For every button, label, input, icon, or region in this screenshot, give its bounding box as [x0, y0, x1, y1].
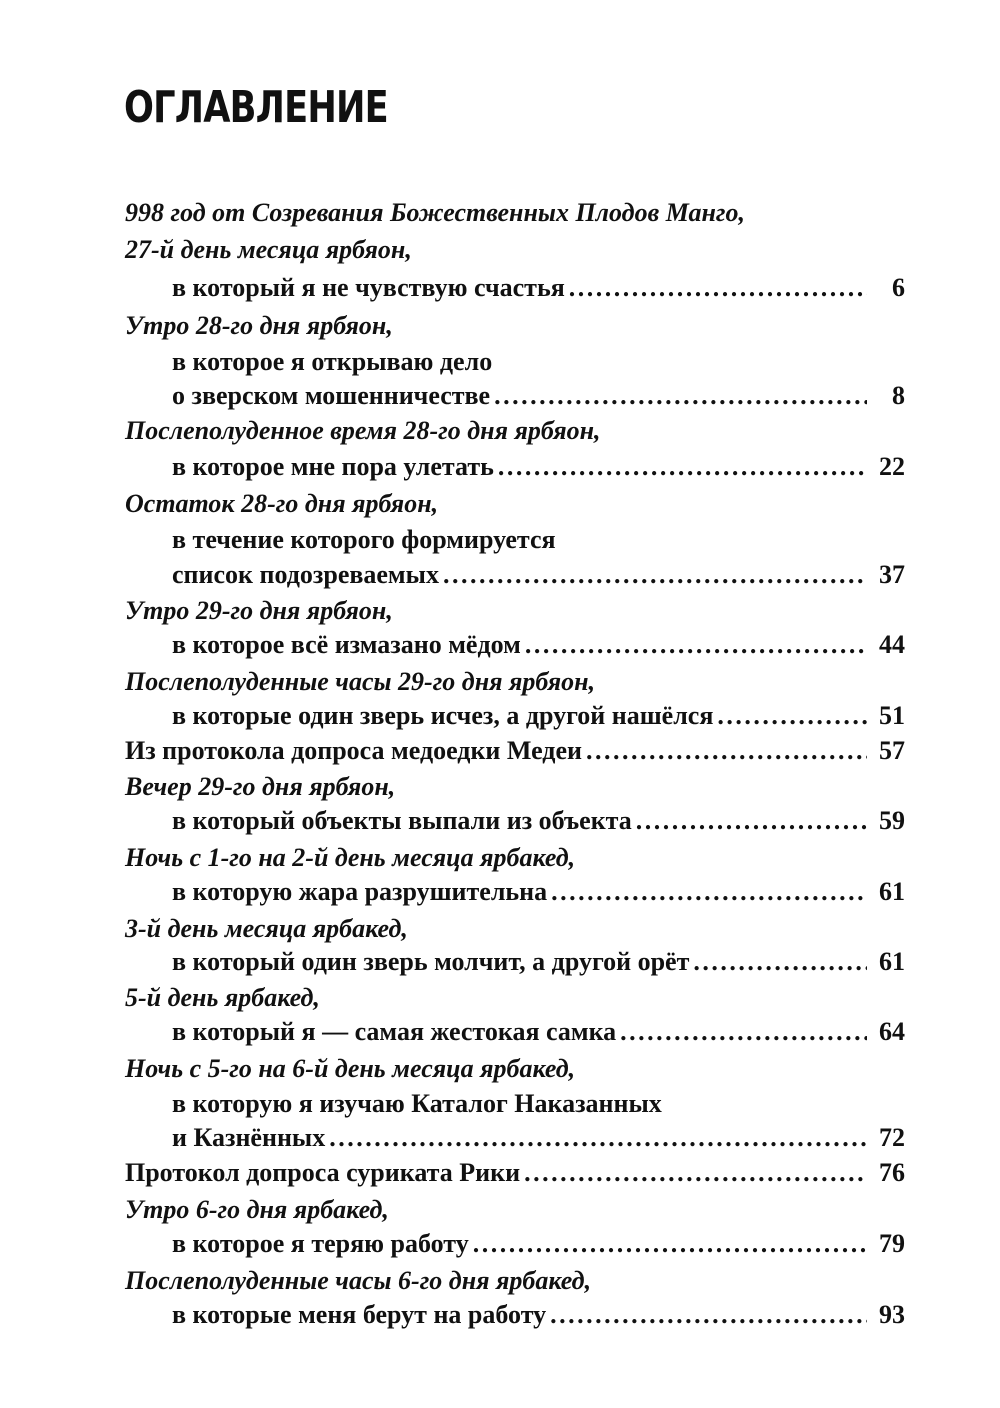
- toc-entry-title: в которую жара разрушительна: [172, 877, 548, 906]
- toc-line: в которое я открываю дело: [172, 347, 493, 376]
- page-number: 6: [892, 273, 905, 302]
- toc-entry[interactable]: [172, 380, 905, 412]
- toc-entry[interactable]: [172, 1122, 905, 1154]
- page-number: 76: [879, 1158, 905, 1187]
- dot-leader: [494, 380, 867, 412]
- dot-leader: [569, 272, 867, 304]
- page-number: 93: [879, 1300, 905, 1329]
- toc-entry[interactable]: [172, 700, 905, 732]
- toc-entry-title: в который я — самая жестокая самка: [172, 1017, 617, 1046]
- toc-entry-title: в который я не чувствую счастья: [172, 273, 565, 302]
- toc-entry-title: и Казнённых: [172, 1123, 326, 1152]
- toc-line: в течение которого формируется: [172, 525, 556, 554]
- toc-entry-title: в которые один зверь исчез, а другой нашёлся: [172, 701, 714, 730]
- page-number: 61: [879, 877, 905, 906]
- toc-entry[interactable]: [172, 946, 905, 978]
- toc-entry[interactable]: [172, 272, 905, 304]
- toc-line: Послеполуденное время 28-го дня ярбяон,: [125, 416, 601, 445]
- dot-leader: [524, 1157, 867, 1189]
- page-number: 57: [879, 736, 905, 765]
- page-number: 22: [879, 452, 905, 481]
- toc-entry[interactable]: [125, 735, 905, 767]
- toc-entry[interactable]: [172, 876, 905, 908]
- toc-entry[interactable]: [172, 805, 905, 837]
- dot-leader: [636, 805, 867, 837]
- toc-entry-title: в которые меня берут на работу: [172, 1300, 547, 1329]
- page-number: 59: [879, 806, 905, 835]
- toc-line: 27-й день месяца ярбяон,: [125, 235, 412, 264]
- toc-entry[interactable]: [172, 1299, 905, 1331]
- dot-leader: [551, 876, 867, 908]
- page-number: 79: [879, 1229, 905, 1258]
- toc-entry[interactable]: [172, 1016, 905, 1048]
- toc-entry[interactable]: [125, 1157, 905, 1189]
- toc-entry-title: о зверском мошенничестве: [172, 381, 491, 410]
- toc-line: 5-й день ярбакед,: [125, 983, 320, 1012]
- toc-line: Утро 6-го дня ярбакед,: [125, 1195, 389, 1224]
- toc-line: в которую я изучаю Каталог Наказанных: [172, 1089, 662, 1118]
- dot-leader: [620, 1016, 867, 1048]
- dot-leader: [693, 946, 867, 978]
- dot-leader: [586, 735, 867, 767]
- page-number: 64: [879, 1017, 905, 1046]
- toc-entry-title: в которое всё измазано мёдом: [172, 630, 521, 659]
- toc-line: Остаток 28-го дня ярбяон,: [125, 489, 439, 518]
- toc-line: Ночь с 5-го на 6-й день месяца ярбакед,: [125, 1054, 576, 1083]
- toc-entry[interactable]: [172, 451, 905, 483]
- toc-entry-title: в который объекты выпали из объекта: [172, 806, 632, 835]
- toc-entry[interactable]: [172, 1228, 905, 1260]
- toc-entry-title: Из протокола допроса медоедки Медеи: [125, 736, 582, 765]
- toc-entry-title: в который один зверь молчит, а другой орёт: [172, 947, 690, 976]
- dot-leader: [443, 559, 867, 591]
- toc-entry[interactable]: [172, 559, 905, 591]
- page-number: 37: [879, 560, 905, 589]
- page-number: 72: [879, 1123, 905, 1152]
- toc-line: Ночь с 1-го на 2-й день месяца ярбакед,: [125, 843, 576, 872]
- toc-line: 998 год от Созревания Божественных Плодов Манго,: [125, 198, 745, 227]
- toc-line: Утро 28-го дня ярбяон,: [125, 311, 393, 340]
- toc-entry-title: в которое мне пора улетать: [172, 452, 494, 481]
- page-title: ОГЛАВЛЕНИЕ: [124, 82, 388, 133]
- toc-entry-title: список подозреваемых: [172, 560, 439, 589]
- page-number: 44: [879, 630, 905, 659]
- toc-line: 3-й день месяца ярбакед,: [125, 914, 408, 943]
- dot-leader: [550, 1299, 867, 1331]
- page-number: 8: [892, 381, 905, 410]
- dot-leader: [498, 451, 867, 483]
- toc-line: Послеполуденные часы 29-го дня ярбяон,: [125, 667, 596, 696]
- page-number: 61: [879, 947, 905, 976]
- dot-leader: [717, 700, 867, 732]
- toc-line: Послеполуденные часы 6-го дня ярбакед,: [125, 1266, 592, 1295]
- dot-leader: [473, 1228, 867, 1260]
- page-number: 51: [879, 701, 905, 730]
- toc-entry-title: в которое я теряю работу: [172, 1229, 469, 1258]
- dot-leader: [329, 1122, 867, 1154]
- toc-line: Вечер 29-го дня ярбяон,: [125, 772, 396, 801]
- toc-line: Утро 29-го дня ярбяон,: [125, 596, 393, 625]
- toc-entry-title: Протокол допроса суриката Рики: [125, 1158, 521, 1187]
- toc-entry[interactable]: [172, 629, 905, 661]
- dot-leader: [525, 629, 867, 661]
